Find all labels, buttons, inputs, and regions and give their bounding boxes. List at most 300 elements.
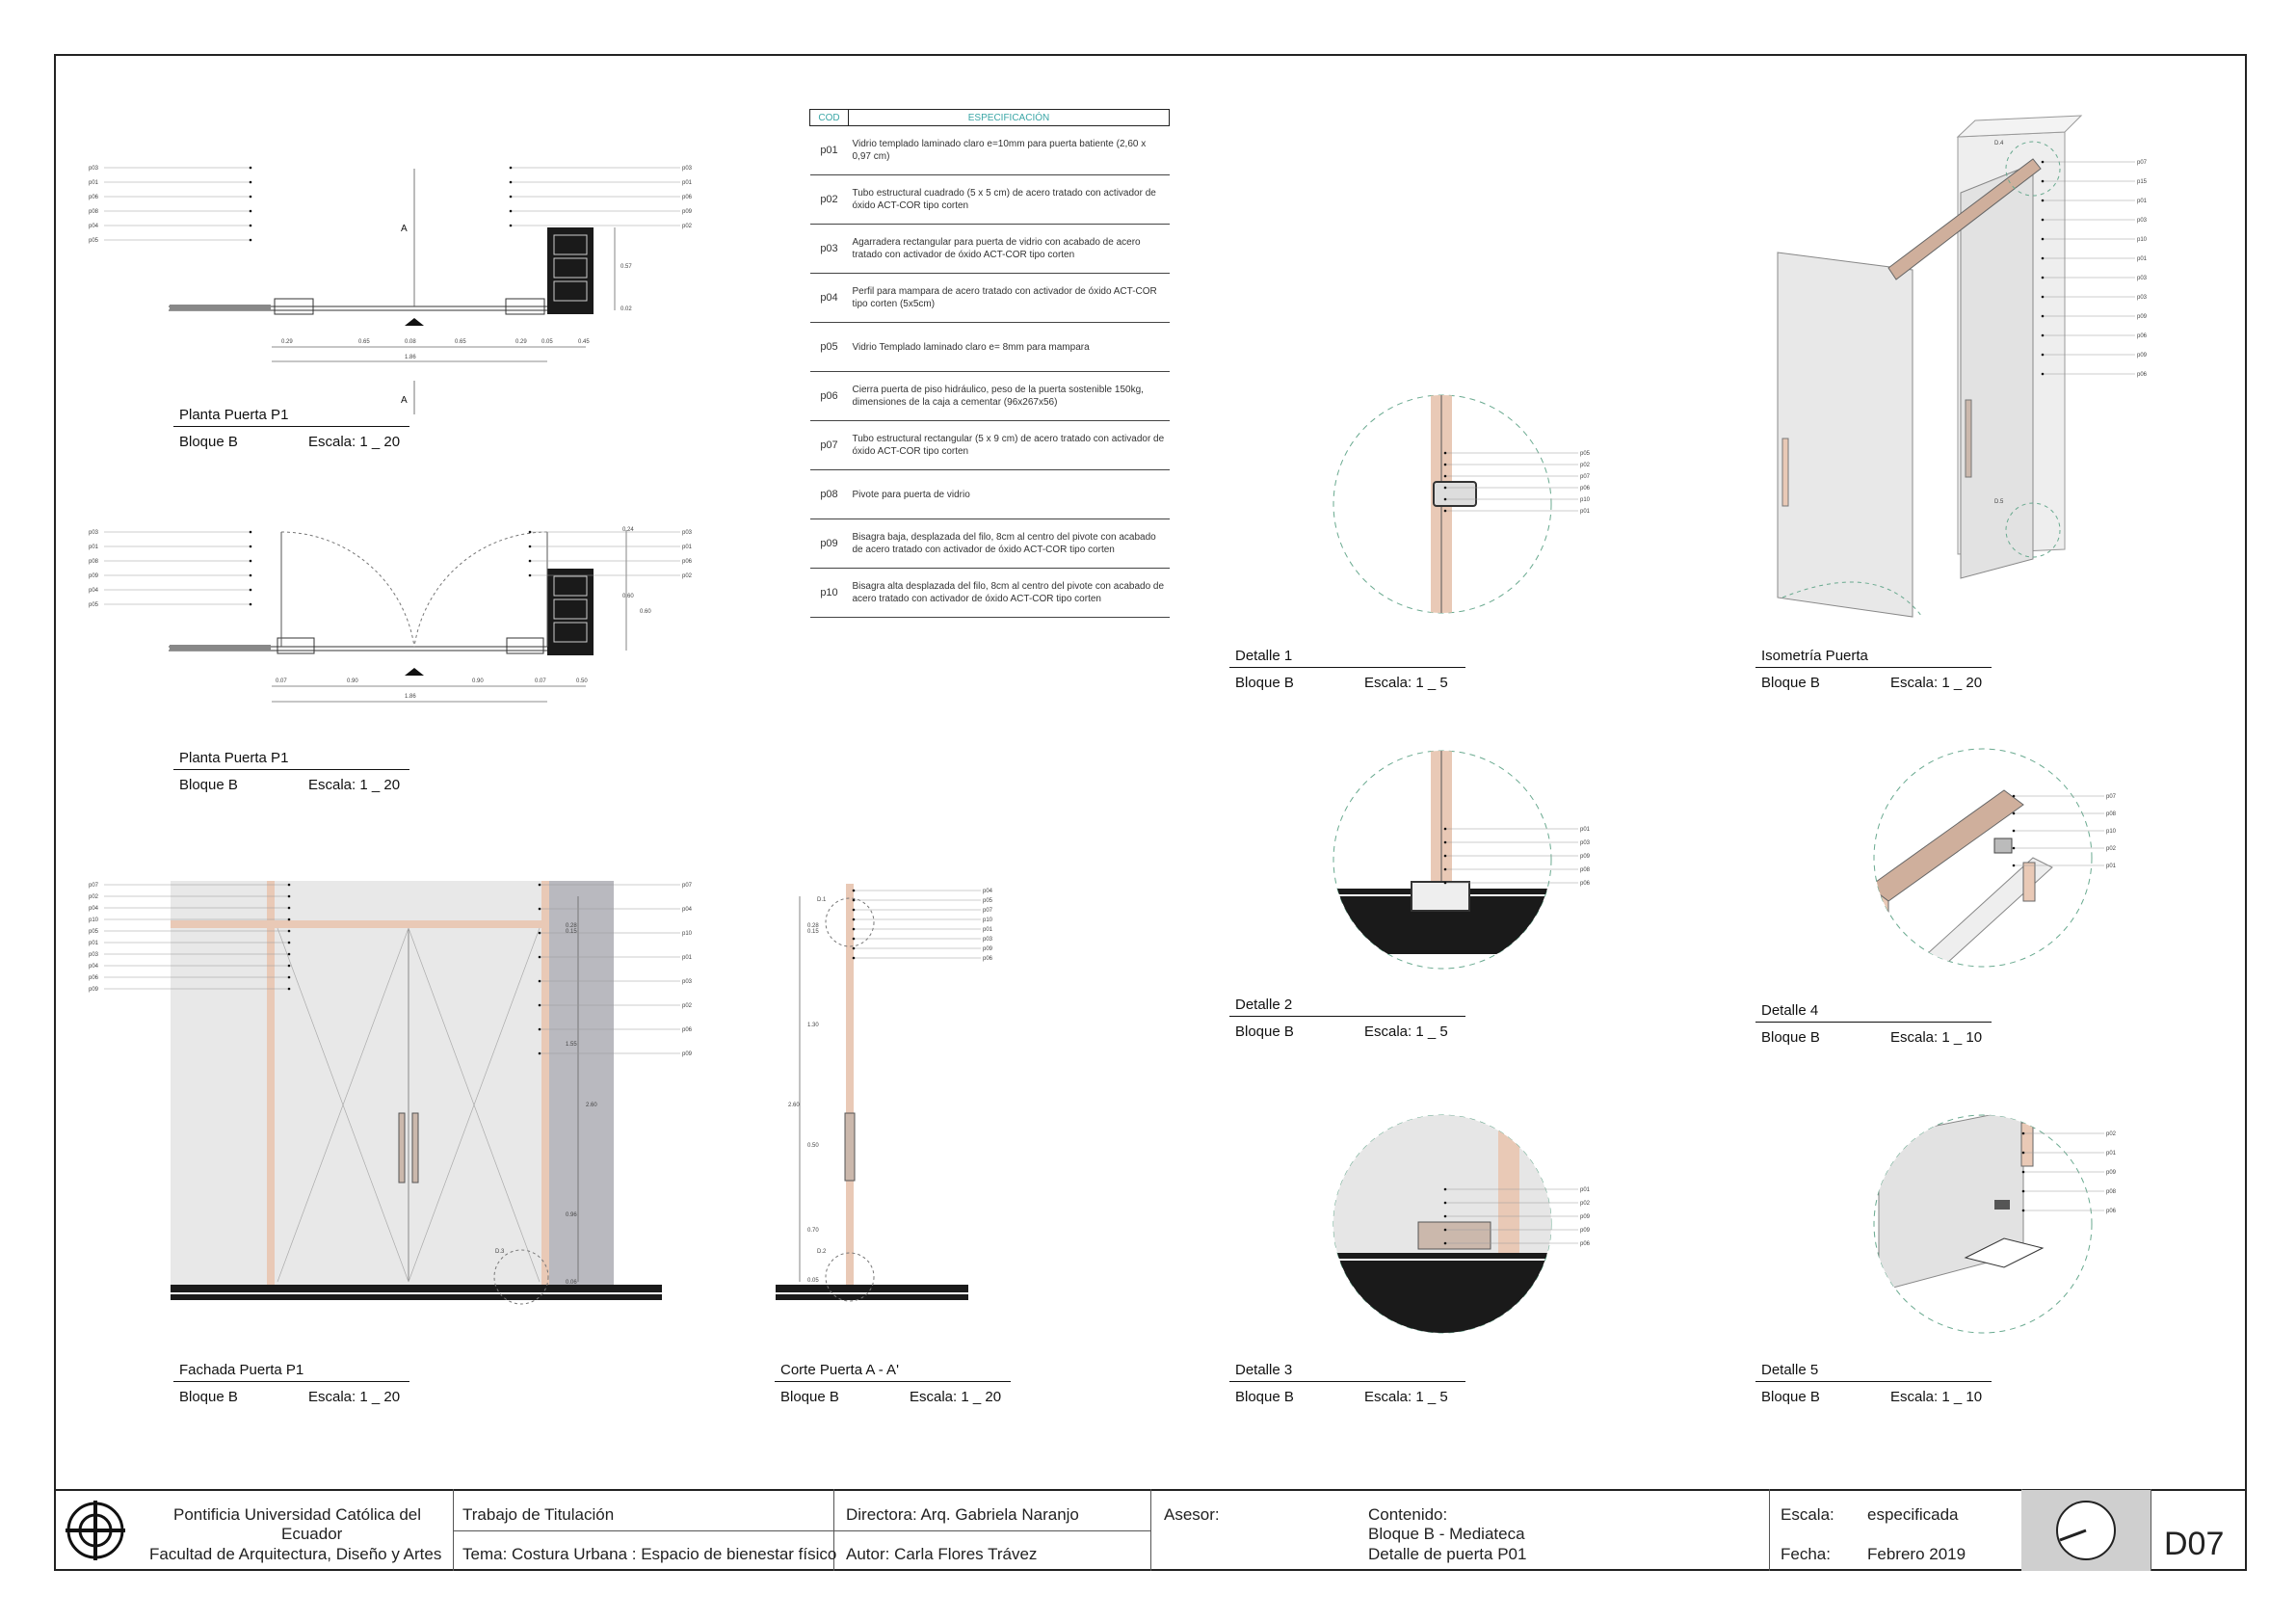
tag-label: p03 [89,530,99,536]
tag-dot [853,899,856,902]
spec-row [810,323,1170,372]
tag-label: p09 [1580,1214,1591,1220]
view-title-corte: Corte Puerta A - A' [780,1362,899,1378]
tb-divider [1150,1489,1151,1571]
dim-fachada: 0.28 [566,923,577,929]
tag-label: p09 [2137,314,2148,320]
spec-code: p08 [810,470,849,519]
tag-label: p04 [89,588,99,594]
spec-row [810,421,1170,470]
spec-text: Vidrio templado laminado claro e=10mm para puerta batiente (2,60 x 0,97 cm) [849,126,1170,175]
tag-dot [250,167,252,170]
tag-dot [539,956,541,959]
tag-label: p02 [1580,463,1591,468]
tag-label: p09 [2106,1170,2117,1176]
tag-dot [288,965,291,968]
tag-dot [1444,510,1447,513]
tag-dot [2013,864,2016,867]
tag-dot [1444,487,1447,490]
tag-label: p01 [2137,256,2148,262]
tag-label: p07 [983,908,993,914]
detail-mark: D.3 [495,1249,505,1255]
dim-corte: 0.15 [807,929,819,935]
tag-label: p04 [89,964,99,970]
tag-label: p03 [682,979,693,985]
view-title-detalle4: Detalle 4 [1761,1002,1819,1019]
tag-dot [2042,199,2045,202]
tb-contenido-label: Contenido: [1368,1505,1448,1524]
tag-dot [853,938,856,941]
tb-fecha-value: Febrero 2019 [1867,1545,1966,1563]
spec-code: p04 [810,274,849,323]
view-bloque-fachada: Bloque B [179,1389,238,1405]
tag-label: p01 [89,180,99,186]
dim-planta1: 0.45 [578,339,590,345]
tag-label: p10 [2106,829,2117,835]
tag-dot [1444,841,1447,844]
tag-dot [1444,498,1447,501]
view-underline [1229,1016,1465,1017]
tag-label: p01 [2137,199,2148,204]
tag-label: p06 [1580,1241,1591,1247]
dim-corte: 2.60 [788,1103,800,1108]
tag-label: p03 [89,952,99,958]
view-escala-detalle4: Escala: 1 _ 10 [1890,1029,1983,1046]
tag-dot [2042,334,2045,337]
view-underline [1755,667,1992,668]
tag-label: p01 [1580,827,1591,833]
tag-label: p04 [89,224,99,229]
tag-label: p02 [2106,1131,2117,1137]
view-title-detalle1: Detalle 1 [1235,648,1293,664]
view-bloque-isometria: Bloque B [1761,675,1820,691]
dim-planta1: 0.08 [405,339,416,345]
spec-row [810,126,1170,175]
spec-row [810,225,1170,274]
tag-dot [2042,277,2045,279]
tb-university-1: Pontificia Universidad Católica del [173,1505,422,1524]
tag-label: p06 [983,956,993,962]
view-title-planta1: Planta Puerta P1 [179,407,289,423]
tag-dot [1444,868,1447,871]
tag-label: p01 [682,955,693,961]
tag-dot [539,884,541,887]
tag-dot [529,560,532,563]
view-bloque-detalle5: Bloque B [1761,1389,1820,1405]
tag-label: p10 [983,917,993,923]
tag-dot [1444,828,1447,831]
tag-dot [853,947,856,950]
dim-fachada: 0.15 [566,929,577,935]
tag-label: p02 [682,224,693,229]
tag-label: p03 [983,937,993,943]
tag-label: p09 [1580,1228,1591,1234]
spec-text: Agarradera rectangular para puerta de vidrio con acabado de acero tratado con activador de óxido ACT-COR tipo corten [849,225,1170,274]
tag-dot [1444,1229,1447,1232]
tag-label: p01 [89,545,99,550]
tag-label: p09 [2137,353,2148,359]
tag-dot [288,953,291,956]
view-title-planta2: Planta Puerta P1 [179,750,289,766]
tag-label: p15 [2137,179,2148,185]
tag-label: p04 [983,889,993,894]
fachada-drawing [171,881,662,1304]
tag-dot [250,239,252,242]
view-underline [1229,1381,1465,1382]
tb-escala-label: Escala: [1781,1505,1834,1524]
tag-dot [2042,296,2045,299]
tag-dot [2042,354,2045,357]
dim-corte: 0.50 [807,1143,819,1149]
tag-dot [539,932,541,935]
spec-code: p02 [810,175,849,225]
view-underline [173,769,409,770]
dim-planta1: 0.65 [455,339,466,345]
spec-text: Tubo estructural rectangular (5 x 9 cm) de acero tratado con activador de óxido ACT-COR tipo corten [849,421,1170,470]
dim-planta2: 0.07 [276,678,287,684]
detail-mark: D.2 [817,1249,827,1255]
tag-dot [288,895,291,898]
tag-dot [853,918,856,921]
spec-text: Bisagra alta desplazada del filo, 8cm al centro del pivote con acabado de acero tratado con activador de óxido ACT-COR tipo corten [849,569,1170,618]
tag-dot [1444,1215,1447,1218]
tag-label: p08 [89,559,99,565]
view-title-isometria: Isometría Puerta [1761,648,1868,664]
tag-dot [510,167,513,170]
view-title-fachada: Fachada Puerta P1 [179,1362,304,1378]
detalle-5-drawing [1874,1108,2092,1333]
planta-2-tags-left [89,530,251,608]
dim-planta2-total: 1.86 [405,694,416,700]
spec-row [810,175,1170,225]
tag-label: p06 [89,195,99,200]
section-mark-a-bottom: A [401,395,408,406]
tag-label: p03 [2137,276,2148,281]
tag-label: p09 [1580,854,1591,860]
spec-table-header [810,110,1170,126]
view-underline [1229,667,1465,668]
tag-label: p04 [682,907,693,913]
spec-row [810,519,1170,569]
spec-text: Pivote para puerta de vidrio [849,470,1170,519]
tag-dot [1444,475,1447,478]
tag-dot [1444,855,1447,858]
view-bloque-detalle1: Bloque B [1235,675,1294,691]
dim-corte: 0.05 [807,1278,819,1284]
tag-dot [2042,180,2045,183]
tag-dot [250,531,252,534]
tag-dot [2042,315,2045,318]
tb-sheet-code: D07 [2164,1526,2225,1562]
view-bloque-detalle3: Bloque B [1235,1389,1294,1405]
tag-label: p10 [89,917,99,923]
tag-dot [539,1052,541,1055]
dim-planta1: 0.29 [281,339,293,345]
tag-label: p08 [1580,867,1591,873]
tag-dot [1444,882,1447,885]
tag-dot [2042,219,2045,222]
spec-code: p05 [810,323,849,372]
tag-dot [2022,1210,2025,1212]
tag-label: p02 [682,1003,693,1009]
spec-text: Vidrio Templado laminado claro e= 8mm para mampara [849,323,1170,372]
tb-contenido-2: Detalle de puerta P01 [1368,1545,1527,1563]
tag-label: p02 [89,894,99,900]
spec-row [810,569,1170,618]
spec-text: Tubo estructural cuadrado (5 x 5 cm) de acero tratado con activador de óxido ACT-COR tipo corten [849,175,1170,225]
tag-dot [510,196,513,199]
tag-dot [2022,1171,2025,1174]
view-bloque-planta2: Bloque B [179,777,238,793]
view-escala-detalle2: Escala: 1 _ 5 [1364,1024,1448,1040]
planta-1-tags-right [510,166,693,229]
tag-dot [250,589,252,592]
tag-label: p09 [682,1051,693,1057]
detalle-3-drawing [1330,1108,1570,1338]
tag-label: p06 [682,559,693,565]
tag-label: p05 [89,602,99,608]
planta-1-tags-left [89,166,251,244]
tag-dot [1444,1242,1447,1245]
tag-dot [510,225,513,227]
dim-fachada: 2.60 [586,1103,597,1108]
tag-label: p10 [682,931,693,937]
tag-label: p09 [682,209,693,215]
tag-dot [250,545,252,548]
tag-dot [288,976,291,979]
dim-planta1: 0.65 [358,339,370,345]
tag-dot [2013,812,2016,815]
tag-label: p10 [2137,237,2148,243]
view-escala-detalle3: Escala: 1 _ 5 [1364,1389,1448,1405]
spec-header-code: COD [810,110,849,126]
tb-contenido-1: Bloque B - Mediateca [1368,1525,1525,1543]
spec-text: Bisagra baja, desplazada del filo, 8cm al centro del pivote con acabado de acero tratado con activador de óxido ACT-COR tipo corten [849,519,1170,569]
view-bloque-planta1: Bloque B [179,434,238,450]
view-title-detalle5: Detalle 5 [1761,1362,1819,1378]
tb-directora: Directora: Arq. Gabriela Naranjo [846,1505,1079,1524]
dim-planta1-side: 0.02 [620,306,632,312]
tag-dot [1444,1202,1447,1205]
tag-dot [250,196,252,199]
tag-label: p01 [682,545,693,550]
tag-label: p07 [682,883,693,889]
tb-tema: Tema: Costura Urbana : Espacio de bienestar físico [462,1545,837,1563]
tag-dot [1444,452,1447,455]
spec-code: p01 [810,126,849,175]
tb-trabajo: Trabajo de Titulación [462,1505,615,1524]
tag-label: p10 [1580,497,1591,503]
tag-label: p09 [983,946,993,952]
spec-row [810,470,1170,519]
tb-hdivider [453,1530,1150,1531]
dim-planta2: 0.90 [472,678,484,684]
dim-planta1: 0.29 [515,339,527,345]
tag-dot [2022,1190,2025,1193]
tag-label: p03 [682,166,693,172]
tag-label: p01 [682,180,693,186]
tag-dot [2042,257,2045,260]
tag-dot [853,909,856,912]
spec-table-body [810,126,1170,618]
tag-label: p08 [2106,811,2117,817]
dim-planta1: 0.05 [541,339,553,345]
spec-text: Perfil para mampara de acero tratado con activador de óxido ACT-COR tipo corten (5x5cm) [849,274,1170,323]
dim-corte: 1.30 [807,1023,819,1028]
tag-dot [529,545,532,548]
tag-label: p06 [2137,333,2148,339]
tag-label: p05 [1580,451,1591,457]
specification-table [809,109,1170,618]
tag-label: p07 [1580,474,1591,480]
tag-dot [853,928,856,931]
dim-planta2: 0.50 [576,678,588,684]
detail-mark: D.5 [1994,499,2004,505]
tag-dot [2013,795,2016,798]
tag-dot [539,980,541,983]
tag-label: p01 [1580,509,1591,515]
view-escala-detalle1: Escala: 1 _ 5 [1364,675,1448,691]
spec-code: p09 [810,519,849,569]
tag-dot [250,560,252,563]
section-mark-a-top: A [401,224,408,234]
tag-dot [2042,161,2045,164]
tag-label: p02 [2106,846,2117,852]
tag-label: p03 [682,530,693,536]
dim-planta2-side: 0.60 [622,594,634,599]
tag-label: p07 [2137,160,2148,166]
tag-dot [539,908,541,911]
tag-dot [288,942,291,944]
tag-label: p06 [89,975,99,981]
tag-label: p08 [2106,1189,2117,1195]
tb-escala-value: especificada [1867,1505,1959,1524]
spec-row [810,274,1170,323]
university-logo-icon [64,1499,127,1562]
isometria-drawing [1778,116,2081,617]
tag-dot [2042,373,2045,376]
view-escala-fachada: Escala: 1 _ 20 [308,1389,401,1405]
dim-fachada: 1.55 [566,1042,577,1048]
tag-dot [2013,847,2016,850]
tag-dot [250,210,252,213]
tag-dot [1444,1188,1447,1191]
dim-planta2: 0.07 [535,678,546,684]
dim-planta2: 0.90 [347,678,358,684]
tag-label: p04 [89,906,99,912]
view-escala-isometria: Escala: 1 _ 20 [1890,675,1983,691]
tag-label: p06 [1580,486,1591,492]
tag-label: p07 [2106,794,2117,800]
tag-label: p09 [89,987,99,993]
dim-planta2-side: 0.60 [640,609,651,615]
tag-dot [288,884,291,887]
tag-dot [288,907,291,910]
corte-tags [853,889,993,962]
dim-corte: 0.28 [807,923,819,929]
tag-dot [250,181,252,184]
view-escala-corte: Escala: 1 _ 20 [910,1389,1002,1405]
tag-dot [853,957,856,960]
planta-1-drawing [169,169,615,414]
tag-label: p01 [2106,864,2117,869]
view-title-detalle3: Detalle 3 [1235,1362,1293,1378]
view-bloque-detalle4: Bloque B [1761,1029,1820,1046]
tag-label: p03 [1580,840,1591,846]
planta-2-drawing [169,530,626,702]
view-escala-planta1: Escala: 1 _ 20 [308,434,401,450]
view-bloque-detalle2: Bloque B [1235,1024,1294,1040]
tag-dot [2013,830,2016,833]
tag-label: p06 [682,1027,693,1033]
dim-corte: 0.70 [807,1228,819,1234]
tag-label: p06 [1580,881,1591,887]
tag-label: p02 [1580,1201,1591,1207]
spec-row [810,372,1170,421]
view-escala-detalle5: Escala: 1 _ 10 [1890,1389,1983,1405]
tb-asesor: Asesor: [1164,1505,1220,1524]
tag-label: p01 [1580,1187,1591,1193]
tag-label: p03 [89,166,99,172]
tag-label: p01 [89,941,99,946]
tag-label: p08 [89,209,99,215]
tag-label: p05 [983,898,993,904]
tag-dot [250,603,252,606]
tag-dot [1444,464,1447,466]
tag-label: p01 [2106,1151,2117,1157]
tag-dot [250,225,252,227]
tag-label: p07 [89,883,99,889]
tag-dot [2022,1132,2025,1135]
tag-label: p03 [2137,295,2148,301]
tag-dot [529,531,532,534]
tag-label: p06 [682,195,693,200]
spec-code: p07 [810,421,849,470]
spec-code: p06 [810,372,849,421]
dim-planta1-side: 0.57 [620,264,632,270]
spec-header-spec: ESPECIFICACIÓN [849,110,1170,126]
detail-mark: D.1 [817,897,827,903]
tag-label: p09 [89,573,99,579]
tag-dot [539,1028,541,1031]
view-bloque-corte: Bloque B [780,1389,839,1405]
dim-planta2-side: 0.24 [622,527,634,533]
spec-code: p10 [810,569,849,618]
tb-fecha-label: Fecha: [1781,1545,1831,1563]
view-underline [1755,1022,1992,1023]
tag-label: p05 [89,238,99,244]
tag-dot [2022,1152,2025,1155]
dim-planta1-total: 1.86 [405,355,416,360]
detalle-4-drawing [1869,749,2092,967]
tb-autor: Autor: Carla Flores Trávez [846,1545,1038,1563]
tb-university-2: Ecuador [281,1525,343,1543]
tag-dot [510,210,513,213]
tag-label: p06 [2137,372,2148,378]
tag-dot [250,574,252,577]
view-title-detalle2: Detalle 2 [1235,997,1293,1013]
tag-label: p05 [89,929,99,935]
tag-label: p02 [682,573,693,579]
tag-dot [288,918,291,921]
tag-label: p06 [2106,1209,2117,1214]
tag-dot [288,988,291,991]
tag-dot [853,890,856,892]
spec-text: Cierra puerta de piso hidráulico, peso de la puerta sostenible 150kg, dimensiones de la caja a cementar (96x267x56) [849,372,1170,421]
tag-dot [2042,238,2045,241]
dim-fachada: 0.96 [566,1212,577,1218]
north-arrow-icon [2021,1490,2151,1571]
